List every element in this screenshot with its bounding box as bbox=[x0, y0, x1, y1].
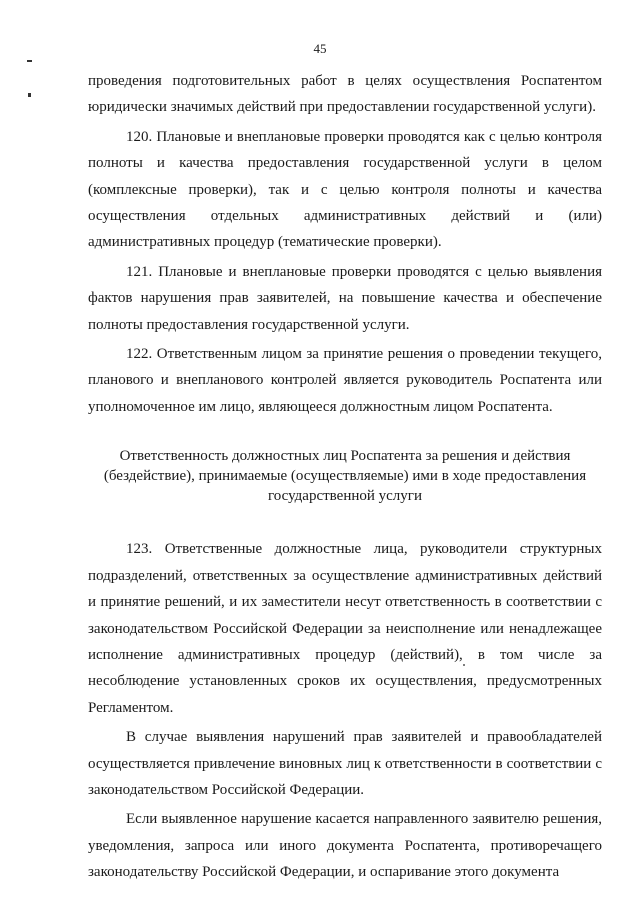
section-heading-line: Ответственность должностных лиц Роспатента за решения и действия bbox=[119, 448, 571, 465]
scan-mark bbox=[27, 60, 32, 62]
paragraph-122: 122. Ответственным лицом за принятие решения о проведении текущего, планового и внепланового контролей является руководитель Роспатента или уполномоченное им лицо, являющееся должностным лицом Роспатента. bbox=[88, 346, 602, 415]
paragraph-challenge: Если выявленное нарушение касается направленного заявителю решения, уведомления, запроса или иного документа Роспатента, противоречащего законодательству Российской Федерации, и оспаривание этого документа bbox=[88, 811, 602, 881]
paragraph-120: 120. Плановые и внеплановые проверки проводятся как с целью контроля полноты и качества предоставления государственной услуги в целом (комплексные проверки), так и с целью контроля полноты и качества осуществления отдельных административных действий и (или) административных процедур (тематические проверки). bbox=[88, 128, 602, 251]
scan-mark bbox=[28, 93, 31, 97]
document-body bbox=[88, 68, 602, 886]
page-number: 45 bbox=[313, 41, 327, 56]
section-heading-line: государственной услуги bbox=[268, 488, 422, 505]
paragraph-continuation: проведения подготовительных работ в целях осуществления Роспатентом юридически значимых действий при предоставлении государственной услуги). bbox=[88, 73, 602, 116]
section-heading bbox=[88, 446, 602, 506]
paragraph-121: 121. Плановые и внеплановые проверки проводятся с целью выявления фактов нарушения прав заявителей, на повышение качества и обеспечение полноты предоставления государственной услуги. bbox=[88, 263, 602, 333]
section-heading-line: (бездействие), принимаемые (осуществляемые) ими в ходе предоставления bbox=[103, 468, 587, 485]
paragraph-violations: В случае выявления нарушений прав заявителей и правообладателей осуществляется привлечение виновных лиц к ответственности в соответствии с законодательством Российской Федерации. bbox=[88, 729, 602, 798]
paragraph-123: 123. Ответственные должностные лица, руководители структурных подразделений, ответственных за осуществление административных действий и принятие решений, и их заместители несут ответственность в соответствии с законодательством Российской Федерации за неисполнение или ненадлежащее исполнение административных процедур (действий), в том числе за несоблюдение установленных сроков их осуществления, предусмотренных Регламентом. bbox=[88, 541, 602, 716]
